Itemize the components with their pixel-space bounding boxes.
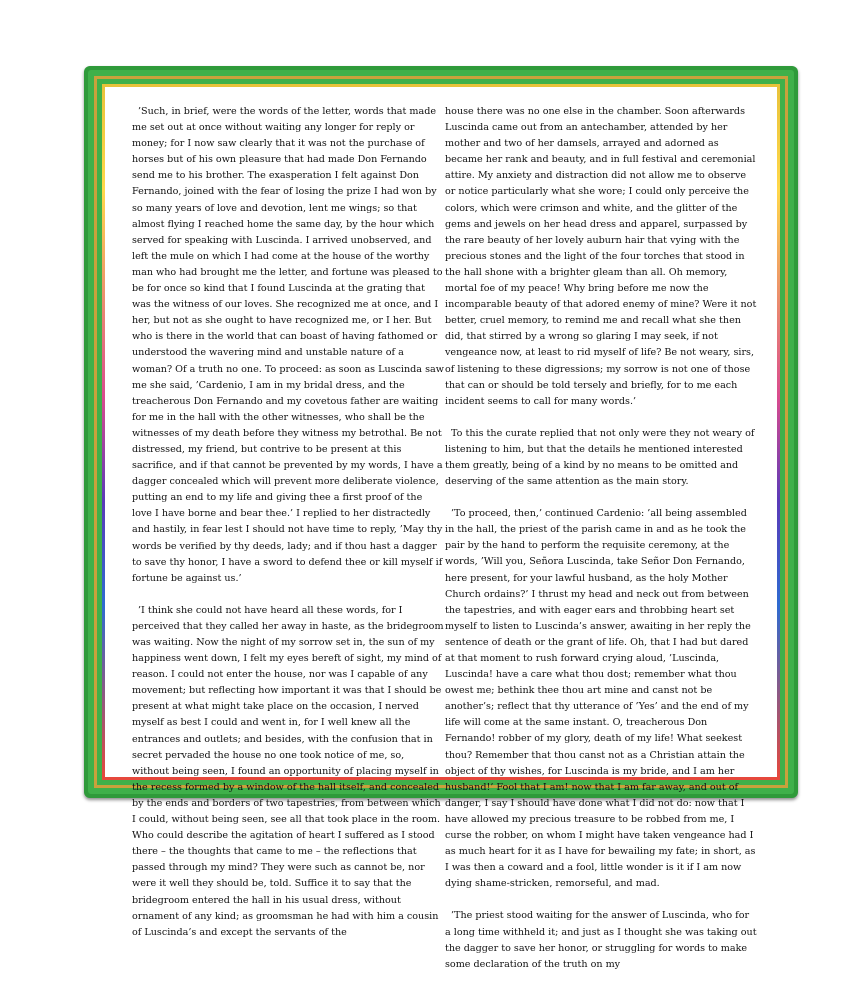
paragraph: To this the curate replied that not only were they not weary of listening to him, but that the details he mentioned interested them greatly, being of a kind by no means to be omitted and deserving of the same attention as the main story. (445, 427, 755, 488)
book-page (106, 88, 776, 970)
paragraph-continued: house there was no one else in the chamber. Soon afterwards Luscinda came out from an antechamber, attended by her mother and two of her damsels, arrayed and adorned as became her rank and beauty, and in full festival and ceremonial attire. My anxiety and distraction did not allow me to observe or notice particularly what she wore; I could only perceive the colors, which were crimson and white, and the glitter of the gems and jewels on her head dress and apparel, surpassed by the rare beauty of her lovely auburn hair that vying with the precious stones and the light of the four torches that stood in the hall shone with a brighter gleam than all. Oh memory, mortal foe of my peace! Why bring before me now the incomparable beauty of that adored enemy of mine? Were it not better, cruel memory, to remind me and recall what she then did, that stirred by a wrong so glaring I may seek, if not vengeance now, at least to rid myself of life? Be not weary, sirs, of listening to these digressions; my sorrow is not one of those that can or should be told tersely and briefly, for to me each incident seems to call for many words.’ (445, 106, 757, 407)
paragraph: ’The priest stood waiting for the answer of Luscinda, who for a long time withheld it; and just as I thought she was taking out the dagger to save her honor, or struggling for words to make some declaration of the truth on my (445, 910, 757, 970)
left-column (132, 104, 444, 957)
paragraph: ’Such, in brief, were the words of the letter, words that made me set out at once without waiting any longer for reply or money; for I now saw clearly that it was not the purchase of horses but of his own pleasure that had made Don Fernando send me to his brother. The exasperation I felt against Don Fernando, joined with the fear of losing the prize I had won by so many years of love and devotion, lent me wings; so that almost flying I reached home the same day, by the hour which served for speaking with Luscinda. I arrived unobserved, and left the mule on which I had come at the house of the worthy man who had brought me the letter, and fortune was pleased to be for once so kind that I found Luscinda at the grating that was the witness of our loves. She recognized me at once, and I her, but not as she ought to have recognized me, or I her. But who is there in the world that can boast of having fathomed or understood the wavering mind and unstable nature of a woman? Of a truth no one. To proceed: as soon as Luscinda saw me she said, ’Cardenio, I am in my bridal dress, and the treacherous Don Fernando and my covetous father are waiting for me in the hall with the other witnesses, who shall be the witnesses of my death before they witness my betrothal. Be not distressed, my friend, but contrive to be present at this sacrifice, and if that cannot be prevented by my words, I have a dagger concealed which will prevent more deliberate violence, putting an end to my life and giving thee a first proof of the love I have borne and bear thee.’ I replied to her distractedly and hastily, in fear lest I should not have time to reply, ’May thy words be verified by thy deeds, lady; and if thou hast a dagger to save thy honor, I have a sword to defend thee or kill myself if fortune be against us.’ (132, 106, 444, 584)
right-column (445, 104, 757, 989)
paragraph: ’To proceed, then,’ continued Cardenio: ’all being assembled in the hall, the priest of the parish came in and as he took the pair by the hand to perform the requisite ceremony, at the words, ’Will you, Señora Luscinda, take Señor Don Fernando, here present, for your lawful husband, as the holy Mother Church ordains?’ I thrust my head and neck out from between the tapestries, and with eager ears and throbbing heart set myself to listen to Luscinda’s answer, awaiting in her reply the sentence of death or the grant of life. Oh, that I had but dared at that moment to rush forward crying aloud, ’Luscinda, Luscinda! have a care what thou dost; remember what thou owest me; bethink thee thou art mine and canst not be another’s; reflect that thy utterance of ’Yes’ and the end of my life will come at the same instant. O, treacherous Don Fernando! robber of my glory, death of my life! What seekest thou? Remember that thou canst not as a Christian attain the object of thy wishes, for Luscinda is my bride, and I am her husband!’ Fool that I am! now that I am far away, and out of danger, I say I should have done what I did not do: now that I have allowed my precious treasure to be robbed from me, I curse the robber, on whom I might have taken vengeance had I as much heart for it as I have for bewailing my fate; in short, as I was then a coward and a fool, little wonder is it if I am now dying shame-stricken, remorseful, and mad. (445, 508, 756, 890)
paragraph: ’I think she could not have heard all these words, for I perceived that they called her away in haste, as the bridegroom was waiting. Now the night of my sorrow set in, the sun of my happiness went down, I felt my eyes bereft of sight, my mind of reason. I could not enter the house, nor was I capable of any movement; but reflecting how important it was that I should be present at what might take place on the occasion, I nerved myself as best I could and went in, for I well knew all the entrances and outlets; and besides, with the confusion that in secret pervaded the house no one took notice of me, so, without being seen, I found an opportunity of placing myself in the recess formed by a window of the hall itself, and concealed by the ends and borders of two tapestries, from between which I could, without being seen, see all that took place in the room. Who could describe the agitation of heart I suffered as I stood there – the thoughts that came to me – the reflections that passed through my mind? They were such as cannot be, nor were it well they should be, told. Suffice it to say that the bridegroom entered the hall in his usual dress, without ornament of any kind; as groomsman he had with him a cousin of Luscinda’s and except the servants of the (132, 604, 444, 938)
